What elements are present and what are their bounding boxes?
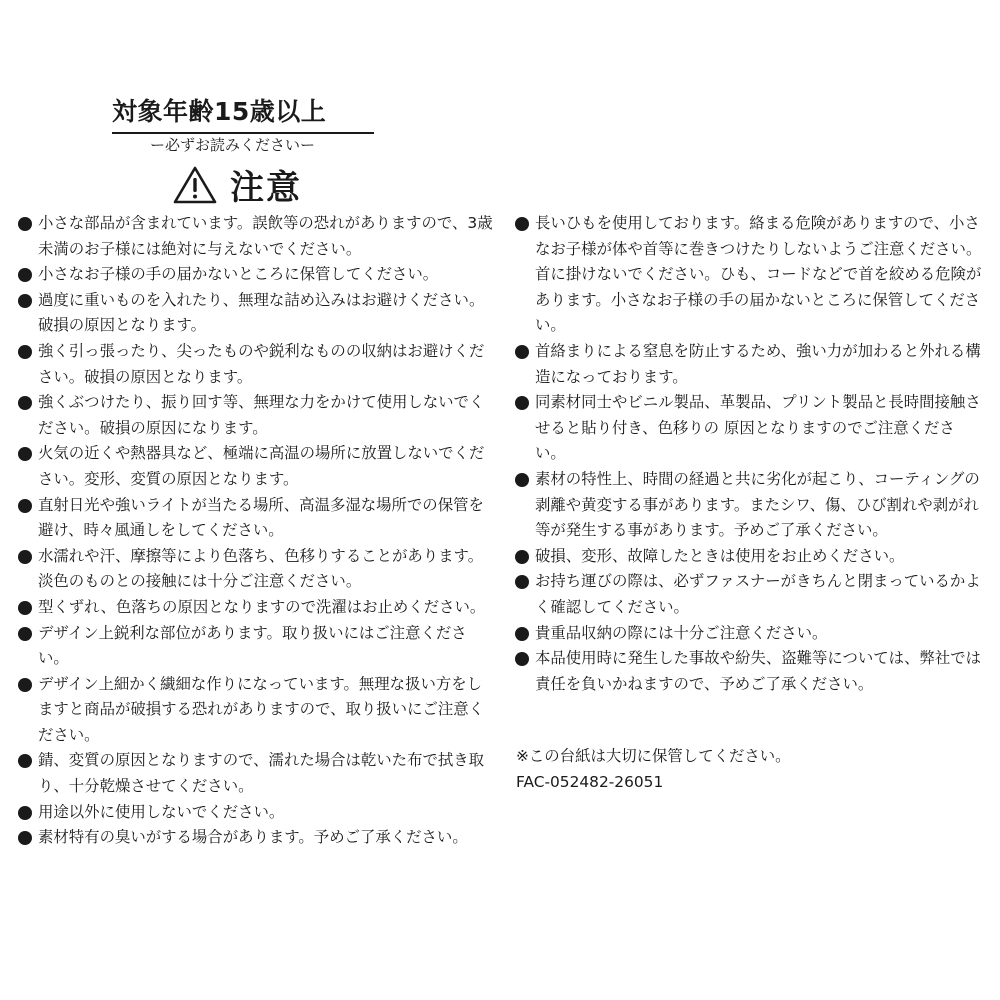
bullet-icon [18, 601, 32, 615]
bullet-icon [515, 396, 529, 410]
caution-item [18, 441, 496, 492]
bullet-icon [515, 652, 529, 666]
caution-text: 破損、変形、故障したときは使用をお止めください。 [535, 546, 905, 565]
caution-list-right [515, 211, 985, 697]
bullet-icon [515, 473, 529, 487]
bullet-icon [515, 217, 529, 231]
storage-note: ※この台紙は大切に保管してください。 [516, 747, 791, 765]
caution-item [515, 569, 985, 620]
bullet-icon [18, 806, 32, 820]
bullet-icon [18, 396, 32, 410]
caution-item [515, 339, 985, 390]
caution-item [18, 825, 496, 851]
bullet-icon [18, 217, 32, 231]
caution-list-left [18, 211, 496, 851]
bullet-icon [18, 294, 32, 308]
product-code: FAC-052482-26051 [516, 772, 664, 791]
caution-text: 過度に重いものを入れたり、無理な詰め込みはお避けください。破損の原因となります。 [38, 290, 485, 335]
caution-item [515, 390, 985, 467]
caution-item [18, 544, 496, 595]
age-rating-title: 対象年齢15歳以上 [112, 92, 374, 134]
caution-text: 型くずれ、色落ちの原因となりますので洗濯はお止めください。 [38, 597, 486, 616]
bullet-icon [18, 754, 32, 768]
caution-item [515, 467, 985, 544]
bullet-icon [18, 447, 32, 461]
caution-text: 小さな部品が含まれています。誤飲等の恐れがありますので、3歳未満のお子様には絶対に与えないでください。 [38, 214, 493, 258]
caution-text: 錆、変質の原因となりますので、濡れた場合は乾いた布で拭き取り、十分乾燥させてください。 [38, 751, 485, 796]
caution-item [515, 211, 985, 339]
caution-text: 強く引っ張ったり、尖ったものや鋭利なものの収納はお避けください。破損の原因となります。 [38, 341, 485, 386]
caution-text: デザイン上鋭利な部位があります。取り扱いにはご注意ください。 [38, 623, 467, 668]
caution-text: 同素材同士やビニル製品、革製品、プリント製品と長時間接触させると貼り付き、色移りの 原因となりますのでご注意ください。 [535, 393, 981, 463]
caution-item [18, 262, 496, 288]
bullet-icon [18, 268, 32, 282]
caution-text: 小さなお子様の手の届かないところに保管してください。 [38, 265, 439, 284]
caution-text: デザイン上細かく繊細な作りになっています。無理な扱い方をしますと商品が破損する恐れがありますので、取り扱いにご注意ください。 [38, 674, 485, 744]
caution-item [515, 544, 985, 570]
caution-text: 水濡れや汗、摩擦等により色落ち、色移りすることがあります。淡色のものとの接触には十分ご注意ください。 [38, 546, 484, 591]
caution-item [18, 493, 496, 544]
caution-item [18, 748, 496, 799]
bullet-icon [18, 499, 32, 513]
read-notice-subtitle: ー必ずお読みくださいー [150, 136, 316, 154]
caution-item [18, 390, 496, 441]
caution-header [172, 160, 302, 209]
bullet-icon [18, 831, 32, 845]
bullet-icon [18, 345, 32, 359]
bullet-icon [18, 678, 32, 692]
caution-text: お持ち運びの際は、必ずファスナーがきちんと閉まっているかよく確認してください。 [535, 572, 981, 616]
caution-text: 素材特有の臭いがする場合があります。予めご了承ください。 [38, 828, 468, 847]
caution-item [18, 672, 496, 749]
bullet-icon [515, 345, 529, 359]
caution-item [18, 800, 496, 826]
bullet-icon [18, 550, 32, 564]
caution-text: 直射日光や強いライトが当たる場所、高温多湿な場所での保管を避け、時々風通しをしてください。 [38, 495, 484, 540]
caution-item [18, 621, 496, 672]
caution-label: 注意 [230, 168, 302, 208]
caution-item [18, 211, 496, 262]
caution-item [18, 288, 496, 339]
caution-item [515, 621, 985, 647]
bullet-icon [515, 627, 529, 641]
caution-item [18, 339, 496, 390]
footer [516, 744, 791, 795]
bullet-icon [515, 550, 529, 564]
bullet-icon [515, 575, 529, 589]
warning-triangle-icon [172, 165, 218, 205]
caution-text: 素材の特性上、時間の経過と共に劣化が起こり、コーティングの剥離や黄変する事があります。またシワ、傷、ひび割れや剥がれ等が発生する事があります。予めご了承ください。 [535, 469, 980, 540]
bullet-icon [18, 627, 32, 641]
caution-text: 長いひもを使用しております。絡まる危険がありますので、小さなお子様が体や首等に巻きつけたりしないようご注意ください。首に掛けないでください。ひも、コードなどで首を絞める危険があります。小さなお子様の手の届かないところに保管してください。 [535, 214, 982, 335]
caution-text: 火気の近くや熱器具など、極端に高温の場所に放置しないでください。変形、変質の原因となります。 [38, 444, 485, 488]
caution-text: 本品使用時に発生した事故や紛失、盗難等については、弊社では責任を負いかねますので、予めご了承ください。 [535, 649, 982, 693]
caution-item [515, 646, 985, 697]
caution-text: 首絡まりによる窒息を防止するため、強い力が加わると外れる構造になっております。 [535, 341, 981, 386]
caution-text: 用途以外に使用しないでください。 [38, 802, 285, 821]
caution-text: 強くぶつけたり、振り回す等、無理な力をかけて使用しないでください。破損の原因になります。 [38, 393, 485, 437]
caution-text: 貴重品収納の際には十分ご注意ください。 [535, 623, 828, 642]
caution-item [18, 595, 496, 621]
